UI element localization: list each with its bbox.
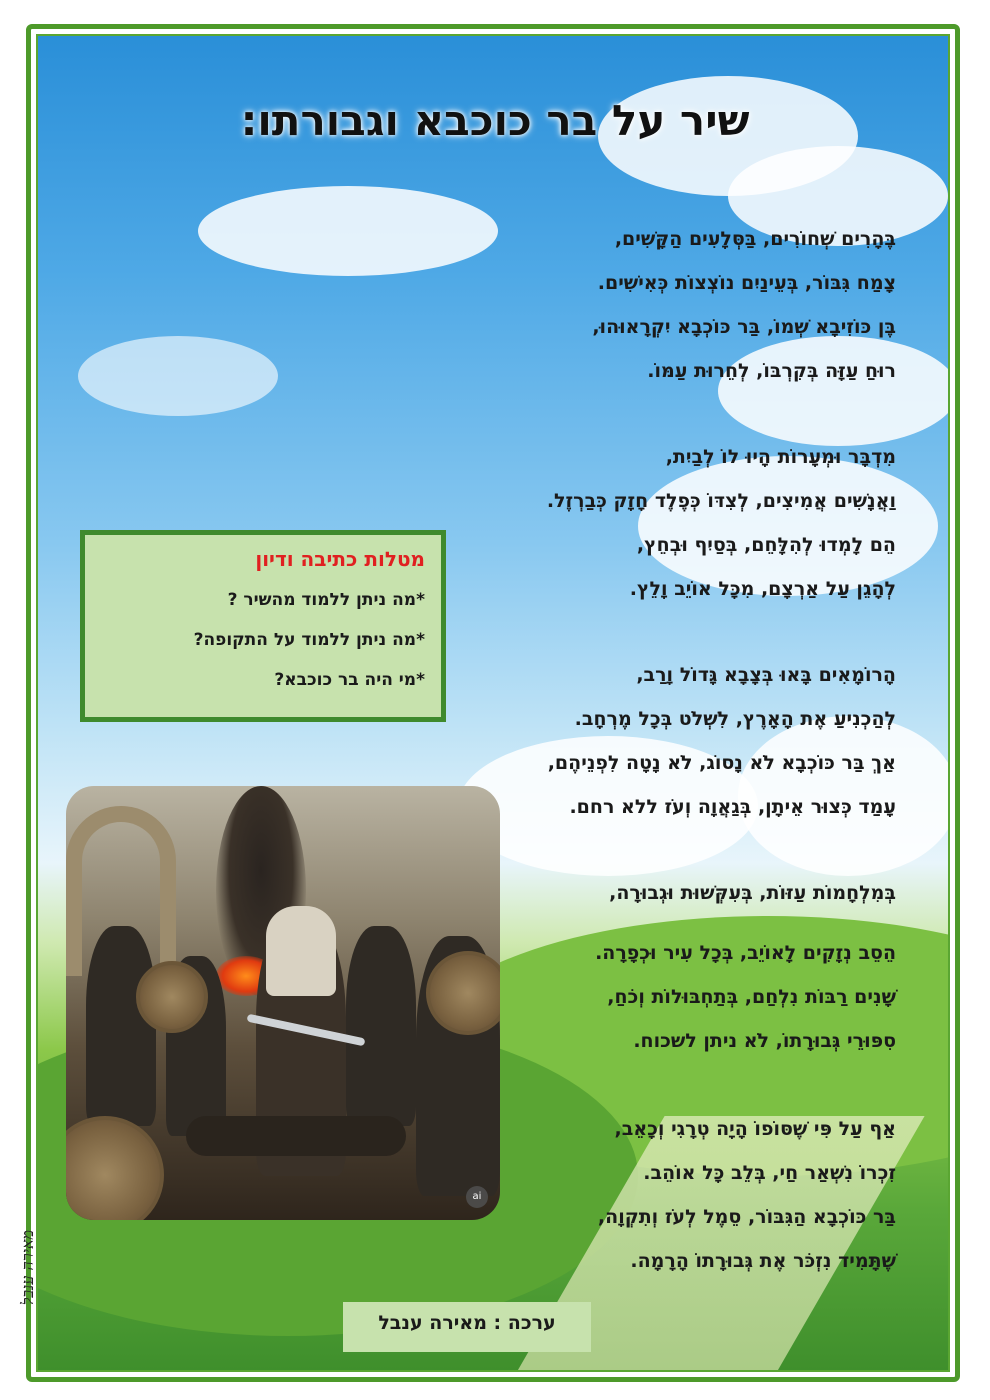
fallen-soldier [186,1116,406,1156]
author-signature: מאירה ענבל [18,1230,37,1306]
cloud-shape [78,336,278,416]
poem-line: לְהָגֵן עַל אַרְצָם, מִכָּל אוֹיֵב וָלֵץ. [629,578,896,600]
poem-line: בַּר כּוֹכְבָא הַגִּבּוֹר, סֵמֶל לְעֹז וְתִקְוָה, [597,1206,896,1228]
poem-line: סִפּוּרֵי גְּבוּרָתוֹ, לֹא ניתן לשכוח. [633,1030,896,1052]
hero-headdress [266,906,336,996]
credit-box: ערכה : מאירה ענבל [343,1302,591,1352]
shield [66,1116,164,1220]
questions-title: מטלות כתיבה ודיון [255,547,425,571]
shield [426,951,500,1035]
poem-line: עָמַד כְּצוּר אֵיתָן, בְּגַאֲוָה וְעֹז ללא רחם. [569,796,896,818]
question-item: *מי היה בר כוכבא? [274,670,425,690]
soldier-figure [346,926,416,1126]
poem-line: בֶּהָרִים שְׁחוֹרִים, בַּסְּלָעִים הַקָּשִׁים, [614,228,896,250]
poem-line: רוּחַ עַזָּה בְּקִרְבּוֹ, לְחֵרוּת עַמּוֹ. [647,360,896,382]
poem-line: אַךְ בַּר כּוֹכְבָא לֹא נָסוֹג, לֹא נָטָה לִפְנֵיהֶם, [547,752,896,774]
ai-badge: ai [466,1186,488,1208]
question-item: *מה ניתן ללמוד על התקופה? [193,630,425,650]
poem-line: הָרוֹמָאִים בָּאוּ בְּצָבָא גָּדוֹל וָרַב, [636,664,896,686]
poem-line: שָׁנִים רַבּוֹת נִלְחַם, בְּתַחְבּוּלוֹת וְכֹחַ, [607,986,896,1008]
poem-line: הֵם לָמְדוּ לְהִלָּחֵם, בְּסַיִף וּבְחֵץ, [636,534,896,556]
page-title: שיר על בר כוכבא וגבורתו: [240,96,750,145]
poem-line: לְהַכְנִיעַ אֶת הָאָרֶץ, לִשְׁלֹט בְּכָל מֶרְחָב. [574,708,896,730]
poem-stanza [466,876,896,1068]
poem-line: שֶׁתָּמִיד נִזְכֹּר אֶת גְּבוּרָתוֹ הָרָמָה. [630,1250,896,1272]
poem-line: בְּמִלְחָמוֹת עַזּוֹת, בְּעִקְּשׁוּת וּגְבוּרָה, [609,882,896,904]
soldier-figure [86,926,156,1126]
battle-illustration [66,786,500,1220]
poem-line: וַאֲנָשִׁים אֲמִיצִים, לְצִדּוֹ כְּפֶלֶד חָזָק כְּבַרְזֶל. [546,490,896,512]
poem-line: צָמַח גִּבּוֹר, בְּעֵינַיִם נוֹצְצוֹת כְּאִישִׁים. [597,272,896,294]
shield [136,961,208,1033]
poem-stanza [466,658,896,834]
poem-stanza [466,222,896,398]
poem [466,222,896,1330]
poem-line: זִכְרוֹ נִשְׁאַר חַי, בְּלֵב כָּל אוֹהֵב. [643,1162,896,1184]
poem-line: מִדְבָּר וּמְעָרוֹת הָיוּ לוֹ לְבַיִת, [665,446,896,468]
question-item: *מה ניתן ללמוד מהשיר ? [227,590,425,610]
poem-stanza [466,1112,896,1288]
poem-line: בֶּן כּוֹזִיבָא שְׁמוֹ, בַּר כּוֹכְבָא יִקְרָאוּהוּ, [592,316,896,338]
poem-stanza [466,440,896,616]
cloud-shape [198,186,498,276]
poem-line: הֵסֵב נְזָקִים לָאוֹיֵב, בְּכָל עִיר וּכְפָרָה. [595,942,896,964]
questions-box [80,530,446,722]
poem-line: אַף עַל פִּי שֶׁסּוֹפוֹ הָיָה טְרָגִי וְכָאֵב, [614,1118,896,1140]
